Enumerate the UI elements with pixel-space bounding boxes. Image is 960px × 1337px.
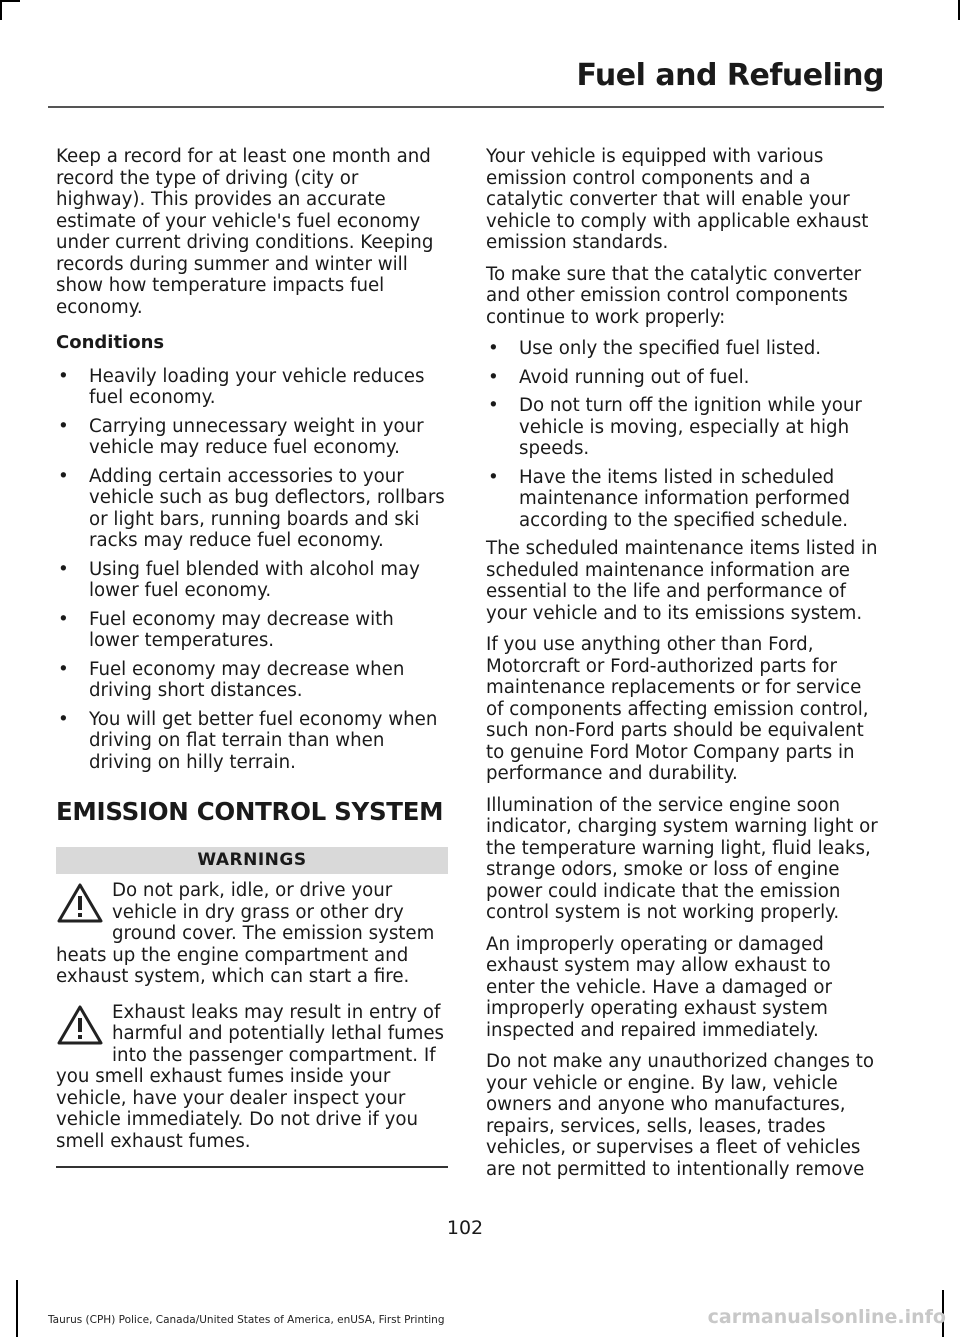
warning-text: Do not park, idle, or drive your vehicle in dry grass or other dry ground cover. The emission system heats up the engine compartment and exhaust system, which can start a fire.: [56, 880, 435, 987]
list-item-text: Adding certain accessories to your vehicle such as bug deflectors, rollbars or light bars, running boards and ski racks may reduce fuel economy.: [89, 465, 445, 551]
bullet-icon: •: [58, 415, 69, 437]
paragraph: The scheduled maintenance items listed in scheduled maintenance information are essential to the life and performance of your vehicle and to its emissions system.: [486, 538, 878, 624]
header-rule: [48, 106, 884, 108]
list-item: [56, 559, 448, 602]
list-item-text: Using fuel blended with alcohol may lower fuel economy.: [89, 558, 420, 601]
paragraph: Do not make any unauthorized changes to your vehicle or engine. By law, vehicle owners and anyone who manufactures, repairs, services, sells, leases, trades vehicles, or supervises a fleet of vehicles are not permitted to intentionally remove: [486, 1051, 874, 1180]
list-item: [56, 609, 448, 652]
bullet-icon: •: [488, 366, 499, 388]
list-item: [486, 467, 882, 532]
list-item-text: Carrying unnecessary weight in your vehicle may reduce fuel economy.: [89, 415, 424, 458]
bullet-icon: •: [58, 365, 69, 387]
crop-mark: [16, 1280, 18, 1337]
right-column: [486, 146, 882, 1190]
list-item-text: Avoid running out of fuel.: [519, 366, 750, 388]
crop-mark: [0, 0, 20, 2]
warnings-bar: WARNINGS: [56, 847, 448, 875]
bullet-icon: •: [488, 338, 499, 359]
paragraph: To make sure that the catalytic converter and other emission control components continue to work properly:: [486, 263, 862, 328]
section-heading: EMISSION CONTROL SYSTEM: [56, 797, 444, 826]
intro-paragraph: Keep a record for at least one month and record the type of driving (city or highway). This provides an accurate estimate of your vehicle's fuel economy under current driving conditions. Keeping records during summer and winter will show how temperature impacts fuel economy.: [56, 146, 434, 318]
list-item: [56, 416, 448, 459]
list-item: [56, 466, 448, 552]
paragraph: Illumination of the service engine soon indicator, charging system warning light or the temperature warning light, fluid leaks, strange odors, smoke or loss of engine power could indicate that the emission control system is not working properly.: [486, 794, 878, 923]
warning-block: [56, 880, 448, 988]
warning-block: [56, 1002, 448, 1153]
paragraph: An improperly operating or damaged exhaust system may allow exhaust to enter the vehicle. Have a damaged or improperly operating exhaust system inspected and repaired immediately.: [486, 933, 832, 1041]
left-column: [56, 146, 448, 1168]
page-header-title: Fuel and Refueling: [576, 58, 884, 93]
warnings-end-rule: [56, 1166, 448, 1168]
bullet-icon: •: [58, 658, 69, 680]
list-item: [56, 709, 448, 774]
list-item-text: Use only the specified fuel listed.: [519, 338, 822, 359]
list-item-text: Heavily loading your vehicle reduces fuel economy.: [89, 365, 425, 408]
list-item: [56, 366, 448, 409]
conditions-heading: Conditions: [56, 332, 165, 353]
list-item-text: Fuel economy may decrease when driving short distances.: [89, 658, 405, 701]
conditions-list: [56, 366, 448, 774]
warning-triangle-icon: [56, 1004, 104, 1046]
list-item-text: Have the items listed in scheduled maintenance information performed according to the specified schedule.: [519, 466, 851, 531]
footer-text: Taurus (CPH) Police, Canada/United States of America, enUSA, First Printing: [48, 1314, 445, 1326]
warning-text: Exhaust leaks may result in entry of harmful and potentially lethal fumes into the passenger compartment. If you smell exhaust fumes inside your vehicle, have your dealer inspect your vehicle immediately. Do not drive if you smell exhaust fumes.: [56, 1001, 445, 1152]
list-item: [56, 659, 448, 702]
list-item-text: Do not turn off the ignition while your vehicle is moving, especially at high speeds.: [519, 395, 862, 459]
crop-mark: [0, 0, 2, 20]
bullet-icon: •: [58, 708, 69, 730]
bullet-icon: •: [58, 608, 69, 630]
list-item-text: Fuel economy may decrease with lower temperatures.: [89, 608, 394, 651]
bullet-icon: •: [488, 466, 499, 488]
list-item: [486, 338, 882, 360]
watermark[interactable]: carmanualsonline.info: [707, 1306, 946, 1328]
bullet-icon: •: [58, 558, 69, 580]
bullet-icon: •: [488, 395, 499, 416]
paragraph: Your vehicle is equipped with various emission control components and a catalytic converter that will enable your vehicle to comply with applicable exhaust emission standards.: [486, 146, 869, 253]
paragraph: If you use anything other than Ford, Motorcraft or Ford-authorized parts for maintenance replacements or for service of components affecting emission control, such non-Ford parts should be equivalent to genuine Ford Motor Company parts in performance and durability.: [486, 634, 869, 784]
warning-triangle-icon: [56, 882, 104, 924]
bullet-icon: •: [58, 465, 69, 487]
list-item-text: You will get better fuel economy when driving on flat terrain than when driving on hilly terrain.: [89, 708, 438, 773]
bullet-list: [486, 338, 882, 531]
list-item: [486, 395, 882, 460]
page-number: 102: [446, 1217, 484, 1239]
list-item: [486, 367, 882, 389]
